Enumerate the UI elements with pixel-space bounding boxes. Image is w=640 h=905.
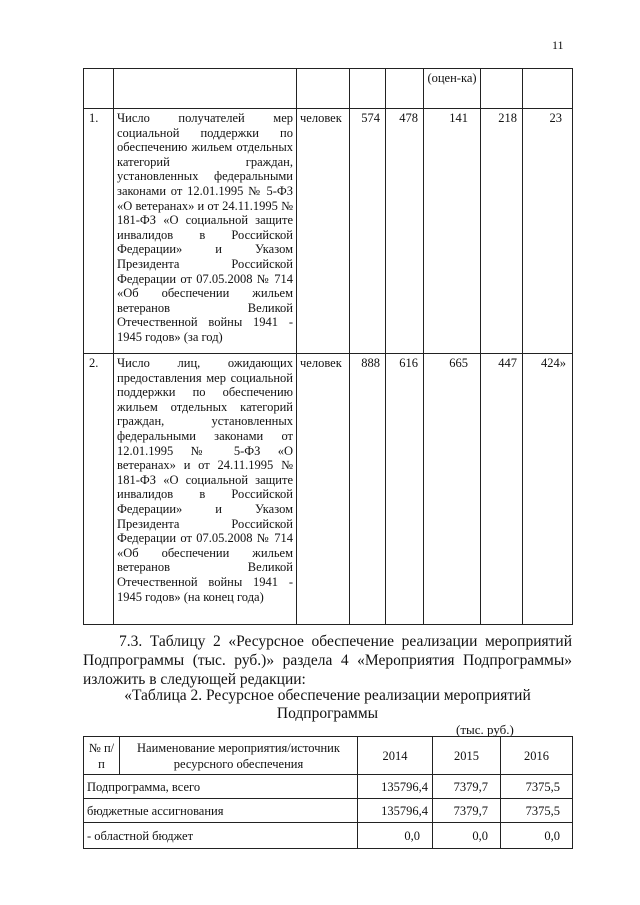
- row-value: 23: [523, 109, 573, 354]
- header-name: Наименование мероприятия/источник ресурсного обеспечения: [120, 737, 358, 775]
- table2-title-line2: Подпрограммы: [276, 705, 379, 722]
- row-value: 0,0: [358, 823, 433, 849]
- row-value: 478: [386, 109, 424, 354]
- row-unit: человек: [297, 354, 350, 625]
- row-name: Подпрограмма, всего: [84, 775, 358, 799]
- resource-table: [83, 736, 573, 849]
- table-row: [84, 69, 573, 109]
- header-year: 2015: [433, 737, 501, 775]
- row-value: 141: [424, 109, 481, 354]
- row-value: 7375,5: [501, 799, 573, 823]
- row-value: 135796,4: [358, 775, 433, 799]
- row-value: 447: [481, 354, 523, 625]
- row-value: 218: [481, 109, 523, 354]
- row-value: 616: [386, 354, 424, 625]
- amendment-paragraph: 7.3. Таблицу 2 «Ресурсное обеспечение реализации мероприятий Подпрограммы (тыс. руб.)» раздела 4 «Мероприятия Подпрограммы» изложить в следующей редакции:: [83, 633, 572, 688]
- header-num: № п/п: [84, 737, 120, 775]
- estimate-header-cell: (оцен-ка): [424, 69, 481, 109]
- row-number: 2.: [84, 354, 114, 625]
- header-year: 2016: [501, 737, 573, 775]
- indicators-table: [83, 68, 573, 625]
- table-row: [84, 109, 573, 354]
- table-header-row: [84, 737, 573, 775]
- header-year: 2014: [358, 737, 433, 775]
- row-unit: человек: [297, 109, 350, 354]
- row-value: 135796,4: [358, 799, 433, 823]
- row-value: 665: [424, 354, 481, 625]
- table-row: [84, 823, 573, 849]
- row-value: 7379,7: [433, 799, 501, 823]
- row-value: 0,0: [501, 823, 573, 849]
- row-value: 7375,5: [501, 775, 573, 799]
- row-value: 888: [350, 354, 386, 625]
- row-description: Число получателей мер социальной поддержки по обеспечению жильем отдельных категорий граждан, установленных федеральными законами от 12.01.1995 № 5-ФЗ «О ветеранах» и от 24.11.1995 № 181-ФЗ «О социальной защите инвалидов в Российской Федерации» и Указом Президента Российской Федерации от 07.05.2008 № 714 «Об обеспечении жильем ветеранов Великой Отечественной войны 1941 - 1945 годов» (за год): [114, 109, 297, 354]
- table-row: [84, 775, 573, 799]
- row-value: 7379,7: [433, 775, 501, 799]
- row-name: бюджетные ассигнования: [84, 799, 358, 823]
- table-row: [84, 799, 573, 823]
- table2-title-line1: «Таблица 2. Ресурсное обеспечение реализации мероприятий: [124, 687, 531, 704]
- page-number: 11: [552, 38, 564, 52]
- row-value: 424»: [523, 354, 573, 625]
- row-description: Число лиц, ожидающих предоставления мер социальной поддержки по обеспечению жильем отдельных категорий граждан, установленных федеральными законами от 12.01.1995 № 5-ФЗ «О ветеранах» и от 24.11.1995 № 181-ФЗ «О социальной защите инвалидов в Российской Федерации» и Указом Президента Российской Федерации от 07.05.2008 № 714 «Об обеспечении жильем ветеранов Великой Отечественной войны 1941 - 1945 годов» (на конец года): [114, 354, 297, 625]
- row-number: 1.: [84, 109, 114, 354]
- units-note: (тыс. руб.): [456, 722, 514, 737]
- table-row: [84, 354, 573, 625]
- row-name: - областной бюджет: [84, 823, 358, 849]
- row-value: 0,0: [433, 823, 501, 849]
- row-value: 574: [350, 109, 386, 354]
